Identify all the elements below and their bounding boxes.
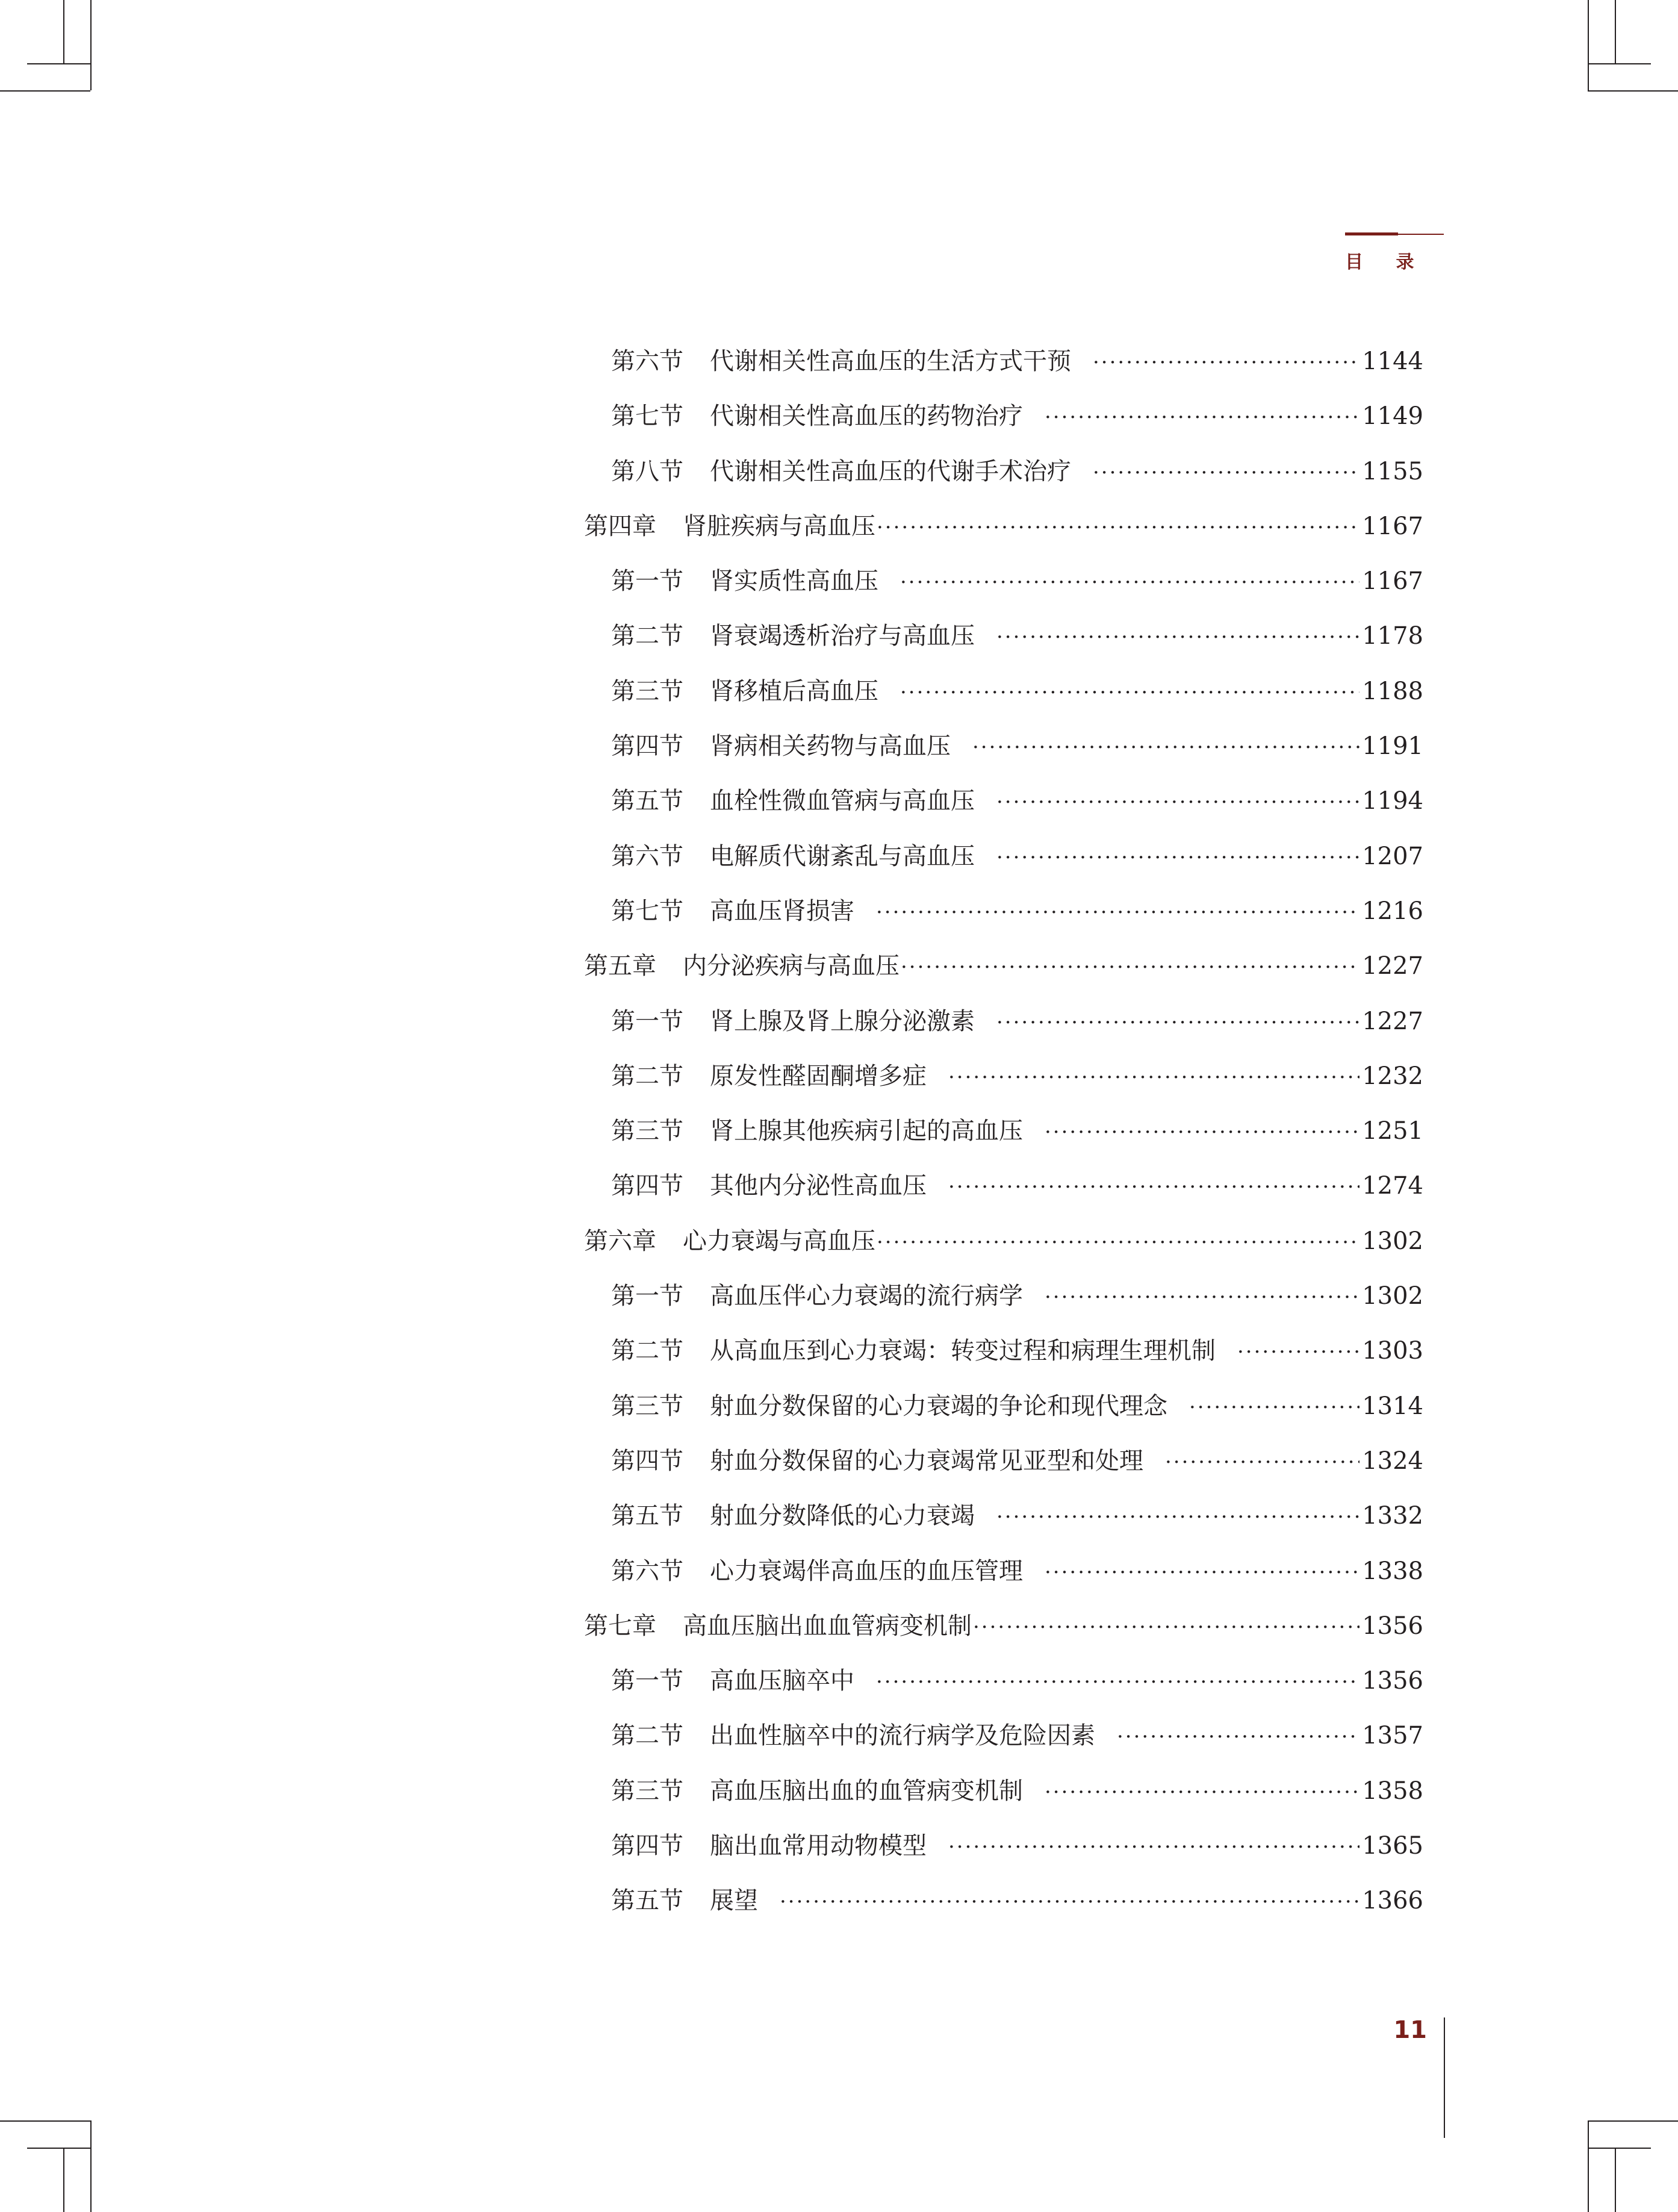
entry-page-number: 1274 <box>1362 1172 1423 1200</box>
entry-label: 第五章 <box>584 952 656 980</box>
dot-leader <box>996 775 1359 830</box>
toc-section-entry <box>584 609 1423 664</box>
entry-title: 其他内分泌性高血压 <box>710 1172 927 1200</box>
dot-leader <box>1117 1710 1359 1765</box>
entry-label: 第一节 <box>611 1667 683 1695</box>
entry-page-number: 1155 <box>1362 457 1423 485</box>
entry-page-number: 1314 <box>1362 1392 1423 1420</box>
entry-title: 代谢相关性高血压的药物治疗 <box>710 402 1023 431</box>
entry-page-number: 1358 <box>1362 1777 1423 1805</box>
dot-leader <box>1237 1325 1359 1380</box>
dot-leader <box>948 1160 1359 1215</box>
toc-section-entry <box>584 1324 1423 1379</box>
toc-section-entry <box>584 664 1423 719</box>
entry-label: 第六节 <box>611 1557 683 1585</box>
dot-leader <box>973 1600 1359 1655</box>
entry-title: 脑出血常用动物模型 <box>710 1832 927 1860</box>
entry-title: 高血压脑出血的血管病变机制 <box>710 1777 1023 1805</box>
entry-title: 出血性脑卒中的流行病学及危险因素 <box>710 1722 1095 1750</box>
entry-label: 第三节 <box>611 1117 683 1145</box>
dot-leader <box>1045 1270 1359 1325</box>
dot-leader <box>996 995 1359 1050</box>
table-of-contents <box>584 334 1423 1929</box>
entry-label: 第五节 <box>611 787 683 815</box>
entry-label: 第七节 <box>611 402 683 431</box>
header-accent-bar <box>1345 232 1398 235</box>
dot-leader <box>1093 446 1359 500</box>
entry-page-number: 1366 <box>1362 1887 1423 1915</box>
dot-leader <box>1045 1105 1359 1160</box>
dot-leader <box>1045 390 1359 445</box>
entry-label: 第三节 <box>611 1392 683 1420</box>
entry-page-number: 1338 <box>1362 1557 1423 1585</box>
entry-label: 第六节 <box>611 347 683 375</box>
dot-leader <box>900 665 1359 720</box>
entry-title: 心力衰竭与高血压 <box>683 1227 875 1255</box>
dot-leader <box>877 500 1359 555</box>
entry-label: 第二节 <box>611 622 683 650</box>
entry-title: 射血分数降低的心力衰竭 <box>710 1502 975 1530</box>
toc-section-entry <box>584 719 1423 774</box>
entry-page-number: 1194 <box>1362 787 1423 815</box>
entry-title: 内分泌疾病与高血压 <box>683 952 900 980</box>
toc-section-entry <box>584 1489 1423 1544</box>
toc-section-entry <box>584 1104 1423 1159</box>
toc-section-entry <box>584 994 1423 1049</box>
toc-section-entry <box>584 1544 1423 1599</box>
toc-section-entry <box>584 1764 1423 1819</box>
toc-section-entry <box>584 1654 1423 1709</box>
toc-section-entry <box>584 829 1423 884</box>
toc-chapter-entry <box>584 499 1423 554</box>
dot-leader <box>1045 1545 1359 1600</box>
dot-leader <box>948 1820 1359 1875</box>
entry-title: 肾脏疾病与高血压 <box>683 512 875 540</box>
entry-label: 第一节 <box>611 1282 683 1310</box>
dot-leader <box>1189 1380 1359 1435</box>
entry-title: 射血分数保留的心力衰竭常见亚型和处理 <box>710 1447 1143 1475</box>
entry-page-number: 1232 <box>1362 1062 1423 1090</box>
toc-section-entry <box>584 389 1423 444</box>
entry-page-number: 1149 <box>1362 402 1423 431</box>
toc-section-entry <box>584 1379 1423 1434</box>
entry-title: 肾实质性高血压 <box>710 567 878 596</box>
entry-label: 第七章 <box>584 1612 656 1640</box>
toc-section-entry <box>584 1819 1423 1874</box>
entry-page-number: 1303 <box>1362 1337 1423 1365</box>
toc-chapter-entry <box>584 1599 1423 1654</box>
entry-title: 肾衰竭透析治疗与高血压 <box>710 622 975 650</box>
dot-leader <box>1045 1765 1359 1820</box>
dot-leader <box>996 830 1359 885</box>
entry-title: 肾移植后高血压 <box>710 677 878 705</box>
toc-section-entry <box>584 884 1423 939</box>
toc-section-entry <box>584 1159 1423 1213</box>
entry-title: 高血压脑出血血管病变机制 <box>683 1612 972 1640</box>
entry-label: 第五节 <box>611 1887 683 1915</box>
entry-label: 第一节 <box>611 1007 683 1035</box>
entry-title: 展望 <box>710 1887 758 1915</box>
toc-section-entry <box>584 1709 1423 1763</box>
entry-title: 高血压伴心力衰竭的流行病学 <box>710 1282 1023 1310</box>
entry-label: 第二节 <box>611 1722 683 1750</box>
entry-title: 电解质代谢紊乱与高血压 <box>710 842 975 870</box>
entry-label: 第四节 <box>611 1172 683 1200</box>
entry-page-number: 1356 <box>1362 1612 1423 1640</box>
dot-leader <box>996 1490 1359 1545</box>
entry-label: 第六节 <box>611 842 683 870</box>
entry-title: 射血分数保留的心力衰竭的争论和现代理念 <box>710 1392 1167 1420</box>
entry-page-number: 1207 <box>1362 842 1423 870</box>
entry-page-number: 1324 <box>1362 1447 1423 1475</box>
dot-leader <box>876 1655 1359 1710</box>
dot-leader <box>780 1875 1359 1930</box>
entry-label: 第四节 <box>611 732 683 761</box>
toc-section-entry <box>584 334 1423 389</box>
entry-label: 第七节 <box>611 897 683 925</box>
toc-section-entry <box>584 554 1423 609</box>
entry-page-number: 1188 <box>1362 677 1423 705</box>
entry-page-number: 1167 <box>1362 512 1423 540</box>
entry-page-number: 1178 <box>1362 622 1423 650</box>
dot-leader <box>972 720 1359 775</box>
dot-leader <box>1093 335 1359 390</box>
entry-title: 肾上腺其他疾病引起的高血压 <box>710 1117 1023 1145</box>
entry-page-number: 1357 <box>1362 1722 1423 1750</box>
entry-title: 代谢相关性高血压的生活方式干预 <box>710 347 1071 375</box>
entry-page-number: 1227 <box>1362 952 1423 980</box>
entry-page-number: 1216 <box>1362 897 1423 925</box>
entry-label: 第八节 <box>611 457 683 485</box>
entry-page-number: 1251 <box>1362 1117 1423 1145</box>
entry-page-number: 1332 <box>1362 1502 1423 1530</box>
entry-title: 从高血压到心力衰竭：转变过程和病理生理机制 <box>710 1337 1216 1365</box>
entry-title: 原发性醛固酮增多症 <box>710 1062 927 1090</box>
dot-leader <box>876 885 1359 940</box>
entry-label: 第六章 <box>584 1227 656 1255</box>
entry-title: 高血压脑卒中 <box>710 1667 854 1695</box>
entry-title: 肾上腺及肾上腺分泌激素 <box>710 1007 975 1035</box>
entry-label: 第三节 <box>611 677 683 705</box>
entry-title: 肾病相关药物与高血压 <box>710 732 951 761</box>
entry-label: 第四章 <box>584 512 656 540</box>
dot-leader <box>900 555 1359 610</box>
running-header: 目 录 <box>1345 252 1428 273</box>
entry-label: 第四节 <box>611 1447 683 1475</box>
entry-title: 代谢相关性高血压的代谢手术治疗 <box>710 457 1071 485</box>
toc-section-entry <box>584 1434 1423 1489</box>
entry-title: 血栓性微血管病与高血压 <box>710 787 975 815</box>
entry-page-number: 1356 <box>1362 1667 1423 1695</box>
dot-leader <box>877 1215 1359 1270</box>
entry-label: 第一节 <box>611 567 683 596</box>
footer-rule <box>1444 2017 1445 2138</box>
header-rule <box>1398 234 1444 235</box>
entry-label: 第二节 <box>611 1062 683 1090</box>
entry-page-number: 1365 <box>1362 1832 1423 1860</box>
entry-page-number: 1302 <box>1362 1282 1423 1310</box>
toc-section-entry <box>584 1049 1423 1104</box>
page-number: 11 <box>1393 2016 1427 2044</box>
toc-section-entry <box>584 1269 1423 1324</box>
dot-leader <box>901 940 1359 995</box>
entry-label: 第五节 <box>611 1502 683 1530</box>
entry-title: 心力衰竭伴高血压的血压管理 <box>710 1557 1023 1585</box>
entry-label: 第二节 <box>611 1337 683 1365</box>
entry-page-number: 1144 <box>1362 347 1423 375</box>
dot-leader <box>1165 1435 1359 1490</box>
entry-label: 第四节 <box>611 1832 683 1860</box>
entry-label: 第三节 <box>611 1777 683 1805</box>
entry-page-number: 1227 <box>1362 1007 1423 1035</box>
dot-leader <box>948 1050 1359 1105</box>
toc-chapter-entry <box>584 939 1423 994</box>
toc-section-entry <box>584 774 1423 829</box>
toc-section-entry <box>584 1874 1423 1928</box>
toc-section-entry <box>584 444 1423 499</box>
dot-leader <box>996 610 1359 665</box>
entry-page-number: 1302 <box>1362 1227 1423 1255</box>
entry-page-number: 1191 <box>1362 732 1423 761</box>
entry-page-number: 1167 <box>1362 567 1423 596</box>
toc-chapter-entry <box>584 1214 1423 1269</box>
entry-title: 高血压肾损害 <box>710 897 854 925</box>
